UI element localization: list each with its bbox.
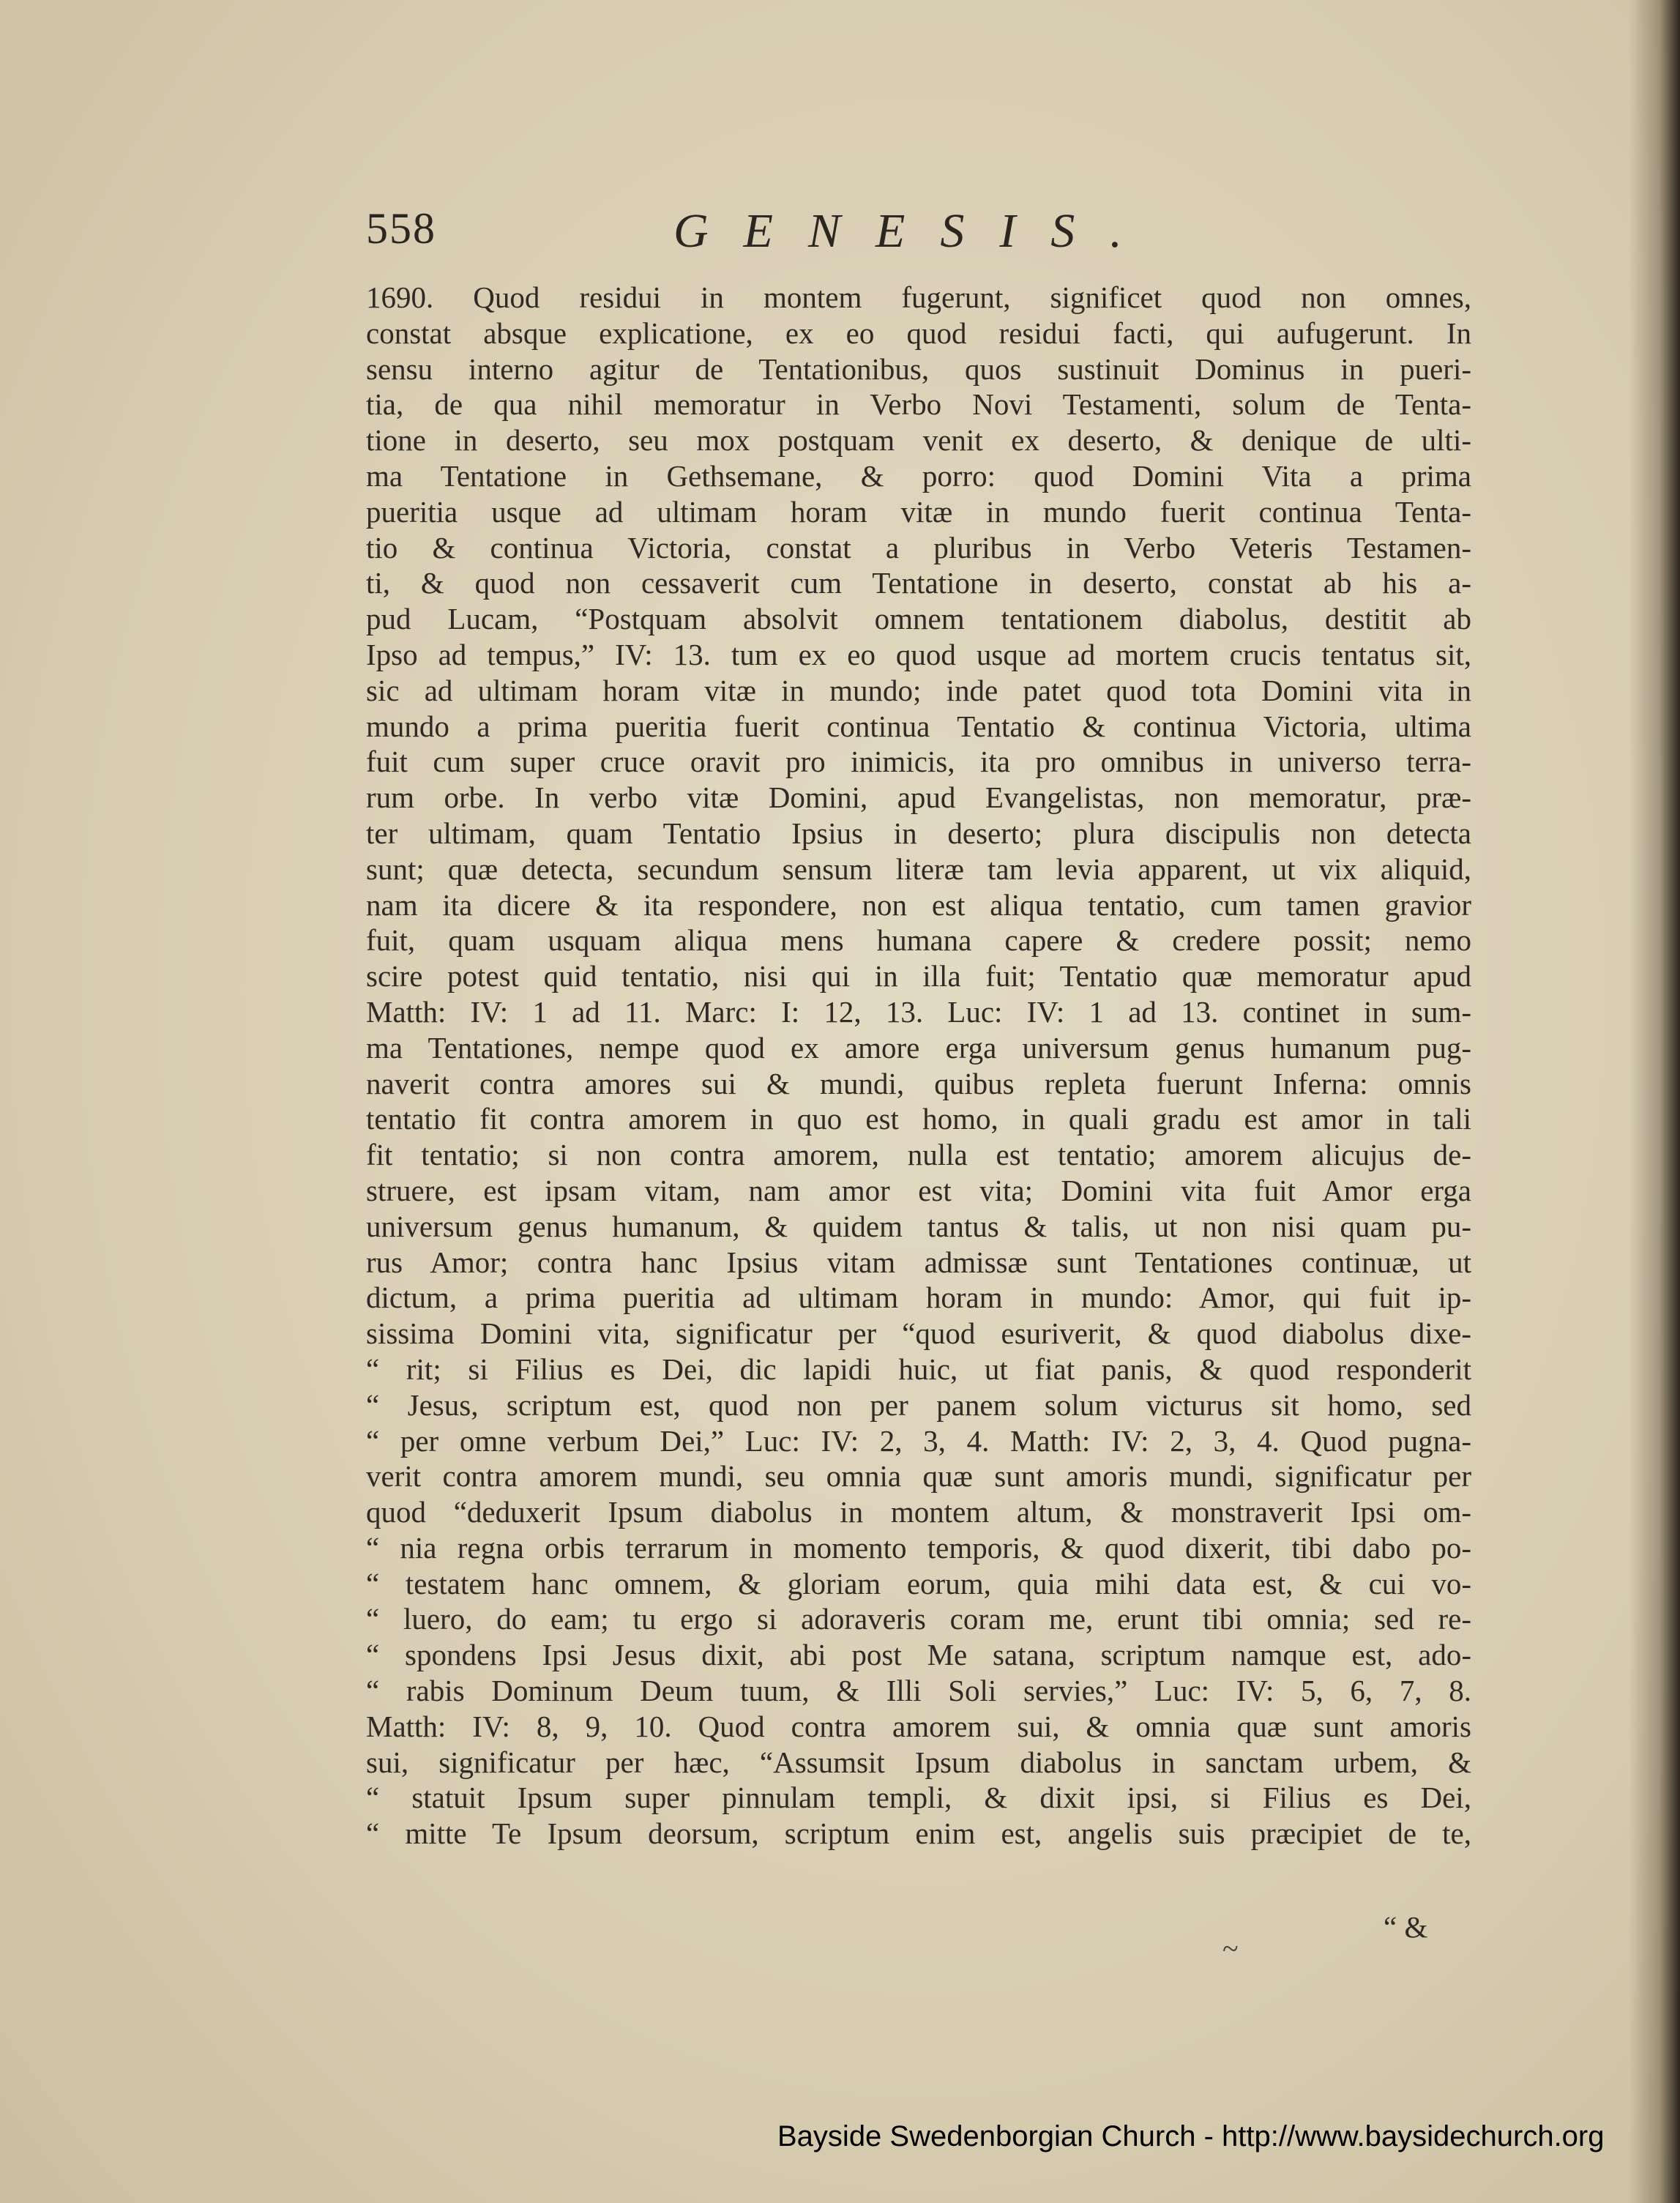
text-line: ter ultimam, quam Tentatio Ipsius in deserto; plura discipulis non detecta	[366, 816, 1471, 850]
text-line: “ spondens Ipsi Jesus dixit, abi post Me satana, scriptum namque est, ado-	[366, 1638, 1471, 1672]
text-line: ti, & quod non cessaverit cum Tentatione in deserto, constat ab his a-	[366, 566, 1471, 600]
text-line: “ mitte Te Ipsum deorsum, scriptum enim est, angelis suis præcipiet de te,	[366, 1816, 1471, 1851]
text-line: scire potest quid tentatio, nisi qui in illa fuit; Tentatio quæ memoratur apud	[366, 959, 1471, 994]
text-line: Matth: IV: 1 ad 11. Marc: I: 12, 13. Luc: IV: 1 ad 13. continet in sum-	[366, 994, 1471, 1029]
text-line: tia, de qua nihil memoratur in Verbo Novi Testamenti, solum de Tenta-	[366, 387, 1471, 422]
text-line: naverit contra amores sui & mundi, quibus repleta fuerunt Inferna: omnis	[366, 1066, 1471, 1100]
text-line: “ Jesus, scriptum est, quod non per panem solum victurus sit homo, sed	[366, 1387, 1471, 1422]
page-header	[366, 204, 1479, 262]
text-line: dictum, a prima pueritia ad ultimam horam in mundo: Amor, qui fuit ip-	[366, 1281, 1471, 1315]
text-line: ma Tentationes, nempe quod ex amore erga universum genus humanum pug-	[366, 1030, 1471, 1065]
text-line: 1690. Quod residui in montem fugerunt, significet quod non omnes,	[366, 280, 1471, 314]
text-line: fuit, quam usquam aliqua mens humana capere & credere possit; nemo	[366, 923, 1471, 958]
page-number: 558	[366, 204, 436, 253]
text-line: “ nia regna orbis terrarum in momento temporis, & quod dixerit, tibi dabo po-	[366, 1530, 1471, 1565]
text-line: sensu interno agitur de Tentationibus, quos sustinuit Dominus in pueri-	[366, 351, 1471, 386]
watermark-caption: Bayside Swedenborgian Church - http://www.baysidechurch.org	[777, 2120, 1605, 2152]
text-line: sunt; quæ detecta, secundum sensum literæ tam levia apparent, ut vix aliquid,	[366, 851, 1471, 886]
text-line: tione in deserto, seu mox postquam venit ex deserto, & denique de ulti-	[366, 423, 1471, 458]
text-line: pueritia usque ad ultimam horam vitæ in mundo fuerit continua Tenta-	[366, 494, 1471, 529]
body-text	[366, 280, 1471, 1852]
text-line: Ipso ad tempus,” IV: 13. tum ex eo quod usque ad mortem crucis tentatus sit,	[366, 637, 1471, 671]
text-line: “ statuit Ipsum super pinnulam templi, & dixit ipsi, si Filius es Dei,	[366, 1781, 1471, 1815]
text-line: “ testatem hanc omnem, & gloriam eorum, quia mihi data est, & cui vo-	[366, 1566, 1471, 1600]
text-line: sic ad ultimam horam vitæ in mundo; inde patet quod tota Domini vita in	[366, 673, 1471, 707]
text-line: pud Lucam, “Postquam absolvit omnem tentationem diabolus, destitit ab	[366, 602, 1471, 636]
text-line: universum genus humanum, & quidem tantus & talis, ut non nisi quam pu-	[366, 1209, 1471, 1243]
text-line: tio & continua Victoria, constat a pluribus in Verbo Veteris Testamen-	[366, 530, 1471, 564]
text-line: rum orbe. In verbo vitæ Domini, apud Evangelistas, non memoratur, præ-	[366, 780, 1471, 815]
text-line: ma Tentatione in Gethsemane, & porro: quod Domini Vita a prima	[366, 458, 1471, 493]
text-line: sui, significatur per hæc, “Assumsit Ipsum diabolus in sanctam urbem, &	[366, 1745, 1471, 1779]
text-line: fit tentatio; si non contra amorem, nulla est tentatio; amorem alicujus de-	[366, 1138, 1471, 1172]
text-line: constat absque explicatione, ex eo quod residui facti, qui aufugerunt. In	[366, 316, 1471, 350]
text-line: “ luero, do eam; tu ergo si adoraveris coram me, erunt tibi omnia; sed re-	[366, 1602, 1471, 1636]
text-line: Matth: IV: 8, 9, 10. Quod contra amorem sui, & omnia quæ sunt amoris	[366, 1709, 1471, 1743]
text-line: “ per omne verbum Dei,” Luc: IV: 2, 3, 4. Matth: IV: 2, 3, 4. Quod pugna-	[366, 1423, 1471, 1458]
text-line: verit contra amorem mundi, seu omnia quæ sunt amoris mundi, significatur per	[366, 1459, 1471, 1494]
text-line: sissima Domini vita, significatur per “quod esuriverit, & quod diabolus dixe-	[366, 1316, 1471, 1351]
text-line: fuit cum super cruce oravit pro inimicis, ita pro omnibus in universo terra-	[366, 745, 1471, 779]
text-line: “ rit; si Filius es Dei, dic lapidi huic, ut fiat panis, & quod responderit	[366, 1352, 1471, 1386]
text-line: struere, est ipsam vitam, nam amor est vita; Domini vita fuit Amor erga	[366, 1173, 1471, 1207]
page-spine-shadow	[1629, 0, 1680, 2203]
text-line: tentatio fit contra amorem in quo est homo, in quali gradu est amor in tali	[366, 1102, 1471, 1136]
text-line: “ rabis Dominum Deum tuum, & Illi Soli servies,” Luc: IV: 5, 6, 7, 8.	[366, 1674, 1471, 1708]
text-line: quod “deduxerit Ipsum diabolus in montem altum, & monstraverit Ipsi om-	[366, 1495, 1471, 1529]
text-line: nam ita dicere & ita respondere, non est aliqua tentatio, cum tamen gravior	[366, 887, 1471, 922]
catchword: “ &	[1384, 1910, 1428, 1944]
text-line: rus Amor; contra hanc Ipsius vitam admissæ sunt Tentationes continuæ, ut	[366, 1245, 1471, 1279]
printer-mark: ~	[1222, 1932, 1239, 1965]
running-title: GENESIS.	[673, 204, 1157, 258]
text-line: mundo a prima pueritia fuerit continua Tentatio & continua Victoria, ultima	[366, 709, 1471, 743]
